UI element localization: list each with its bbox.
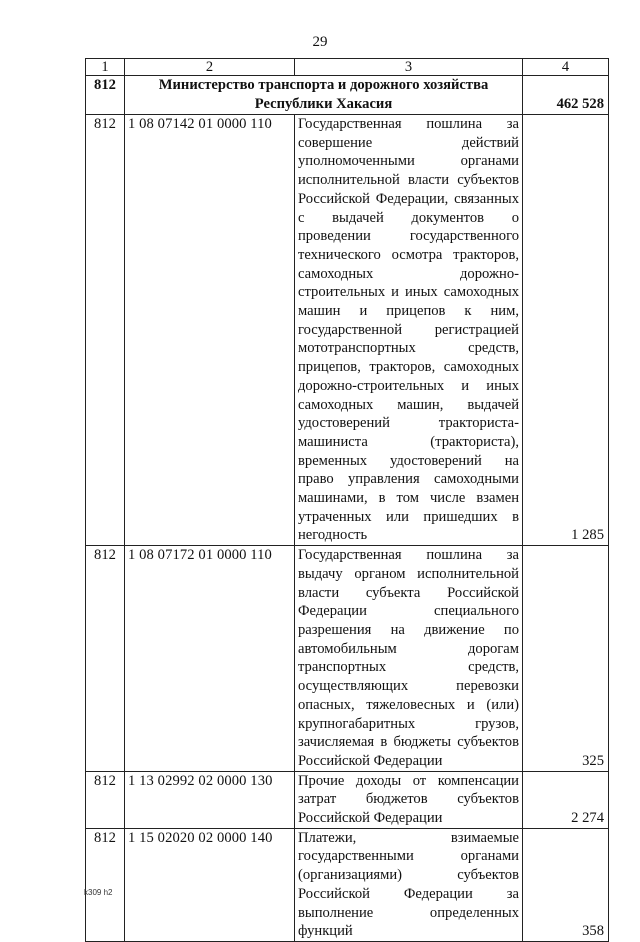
amount-cell [523, 771, 609, 828]
kbk-code: 1 08 07142 01 0000 110 [125, 115, 295, 546]
ministry-title: Министерство транспорта и дорожного хозяйства Республики Хакасия [125, 76, 523, 115]
column-header-2: 2 [125, 59, 295, 76]
amount-cell [523, 115, 609, 546]
revenue-amount: 2 274 [571, 810, 604, 827]
revenue-description: Платежи, взимаемые государственными органами (организациями) субъектов Российской Федерации за выполнение определенных функций [295, 828, 523, 941]
admin-code: 812 [86, 771, 125, 828]
revenue-description: Государственная пошлина за выдачу органом исполнительной власти субъекта Российской Федерации специального разрешения на движение по автомобильным дорогам транспортных средств, осуществляющих перевозки опасных, тяжеловесных и (или) крупногабаритных грузов, зачисляемая в бюджеты субъектов Российской Федерации [295, 546, 523, 771]
ministry-code: 812 [86, 76, 125, 115]
amount-cell [523, 546, 609, 771]
admin-code: 812 [86, 115, 125, 546]
column-header-row [86, 59, 609, 76]
revenue-description: Государственная пошлина за совершение действий уполномоченными органами исполнительной власти субъектов Российской Федерации, связанных с выдачей документов о проведении государственного технического осмотра тракторов, самоходных дорожно-строительных и иных самоходных машин и прицепов к ним, государственной регистрацией мототранспортных средств, прицепов, тракторов, самоходных дорожно-строительных и иных самоходных машин, выдачей удостоверений тракториста-машиниста (тракториста), временных удостоверений на право управления самоходными машинами, в том числе взамен утраченных или пришедших в негодность [295, 115, 523, 546]
column-header-1: 1 [86, 59, 125, 76]
table-row [86, 546, 609, 771]
revenue-amount: 325 [582, 752, 604, 769]
table-row [86, 771, 609, 828]
document-footer-code: k309 h2 [84, 888, 113, 897]
revenue-table [85, 58, 609, 942]
column-header-3: 3 [295, 59, 523, 76]
revenue-description: Прочие доходы от компенсации затрат бюджетов субъектов Российской Федерации [295, 771, 523, 828]
admin-code: 812 [86, 828, 125, 941]
table-row [86, 115, 609, 546]
revenue-amount: 1 285 [571, 527, 604, 544]
kbk-code: 1 13 02992 02 0000 130 [125, 771, 295, 828]
table-row [86, 828, 609, 941]
ministry-amount: 462 528 [556, 96, 604, 113]
revenue-amount: 358 [582, 923, 604, 940]
ministry-amount-cell [523, 76, 609, 115]
kbk-code: 1 08 07172 01 0000 110 [125, 546, 295, 771]
column-header-4: 4 [523, 59, 609, 76]
page-number: 29 [312, 34, 328, 50]
admin-code: 812 [86, 546, 125, 771]
amount-cell [523, 828, 609, 941]
ministry-row [86, 76, 609, 115]
kbk-code: 1 15 02020 02 0000 140 [125, 828, 295, 941]
